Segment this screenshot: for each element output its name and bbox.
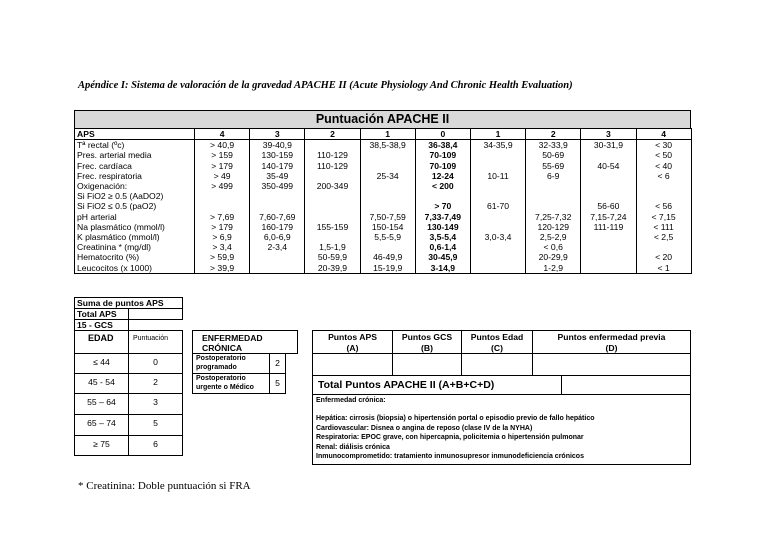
score-cell: 32-33,9 bbox=[526, 140, 581, 151]
puntos-header-line1: Puntos APS bbox=[328, 332, 377, 342]
score-cell: < 2,5 bbox=[636, 232, 691, 242]
score-cell: 155-159 bbox=[305, 222, 360, 232]
score-cell: 70-109 bbox=[415, 150, 470, 160]
score-cell bbox=[305, 140, 360, 151]
score-cell: 2,5-2,9 bbox=[526, 232, 581, 242]
score-cell: 5,5-5,9 bbox=[360, 232, 415, 242]
aps-row bbox=[75, 171, 692, 181]
score-cell: 130-149 bbox=[415, 222, 470, 232]
aps-row bbox=[75, 191, 692, 201]
score-cell bbox=[305, 201, 360, 211]
score-cell: 3 bbox=[250, 129, 305, 140]
score-cell: 7,60-7,69 bbox=[250, 212, 305, 222]
score-cell: 0 bbox=[415, 129, 470, 140]
edad-points: 3 bbox=[153, 397, 158, 407]
score-cell: 25-34 bbox=[360, 171, 415, 181]
score-cell: > 179 bbox=[195, 161, 250, 171]
row-label: Hematocrito (%) bbox=[75, 252, 195, 262]
row-label: K plasmático (mmol/l) bbox=[75, 232, 195, 242]
score-cell: > 40,9 bbox=[195, 140, 250, 151]
score-cell bbox=[360, 150, 415, 160]
edad-header: EDAD bbox=[88, 333, 114, 343]
score-cell: < 6 bbox=[636, 171, 691, 181]
score-cell bbox=[526, 201, 581, 211]
score-cell bbox=[360, 191, 415, 201]
score-cell: 200-349 bbox=[305, 181, 360, 191]
score-cell: 34-35,9 bbox=[470, 140, 525, 151]
row-label: Pres. arterial media bbox=[75, 150, 195, 160]
score-cell bbox=[415, 191, 470, 201]
score-cell: 0,6-1,4 bbox=[415, 242, 470, 252]
score-cell: < 200 bbox=[415, 181, 470, 191]
score-cell: 4 bbox=[636, 129, 691, 140]
score-cell: 30-45,9 bbox=[415, 252, 470, 262]
score-cell bbox=[581, 181, 636, 191]
puntuacion-header: Puntuación bbox=[133, 335, 169, 342]
enfermedad-option-line2: programado bbox=[196, 364, 237, 371]
score-cell: 7,15-7,24 bbox=[581, 212, 636, 222]
score-cell: 3 bbox=[581, 129, 636, 140]
score-cell: 50-59,9 bbox=[305, 252, 360, 262]
enfermedad-option-line1: Postoperatorio bbox=[196, 355, 246, 362]
score-cell: 140-179 bbox=[250, 161, 305, 171]
score-cell: < 30 bbox=[636, 140, 691, 151]
enfermedad-points: 2 bbox=[275, 358, 280, 368]
score-cell: 1,5-1,9 bbox=[305, 242, 360, 252]
score-cell: > 499 bbox=[195, 181, 250, 191]
score-cell bbox=[581, 263, 636, 274]
score-cell: 160-179 bbox=[250, 222, 305, 232]
score-cell bbox=[360, 242, 415, 252]
score-cell bbox=[636, 181, 691, 191]
score-cell bbox=[360, 181, 415, 191]
score-cell: 2 bbox=[526, 129, 581, 140]
score-cell: > 70 bbox=[415, 201, 470, 211]
score-cell bbox=[526, 191, 581, 201]
score-cell: < 1 bbox=[636, 263, 691, 274]
score-cell bbox=[470, 242, 525, 252]
enfermedad-option-line2: urgente o Médico bbox=[196, 384, 254, 391]
aps-row bbox=[75, 201, 692, 211]
score-cell bbox=[470, 212, 525, 222]
enfermedad-note: Respiratoria: EPOC grave, con hipercapnia, policitemia o hipertensión pulmonar bbox=[316, 434, 584, 441]
puntos-input[interactable] bbox=[392, 353, 462, 376]
score-cell: > 159 bbox=[195, 150, 250, 160]
score-cell: 6-9 bbox=[526, 171, 581, 181]
score-cell: > 179 bbox=[195, 222, 250, 232]
score-cell bbox=[636, 191, 691, 201]
edad-points: 2 bbox=[153, 377, 158, 387]
score-cell: 10-11 bbox=[470, 171, 525, 181]
score-cell: 7,33-7,49 bbox=[415, 212, 470, 222]
score-cell: 130-159 bbox=[250, 150, 305, 160]
score-cell: < 7,15 bbox=[636, 212, 691, 222]
score-cell: > 49 bbox=[195, 171, 250, 181]
score-cell bbox=[305, 171, 360, 181]
score-cell bbox=[581, 171, 636, 181]
row-label: pH arterial bbox=[75, 212, 195, 222]
edad-range: 55 – 64 bbox=[87, 397, 116, 407]
score-cell bbox=[470, 191, 525, 201]
puntos-input[interactable] bbox=[461, 353, 533, 376]
score-cell: 1 bbox=[470, 129, 525, 140]
aps-row bbox=[75, 161, 692, 171]
row-label: Frec. respiratoria bbox=[75, 171, 195, 181]
row-label: Leucocitos (x 1000) bbox=[75, 263, 195, 274]
puntos-input[interactable] bbox=[312, 353, 393, 376]
score-cell: 2 bbox=[305, 129, 360, 140]
enfermedad-title-1: ENFERMEDAD bbox=[202, 333, 263, 343]
score-cell: 4 bbox=[195, 129, 250, 140]
score-cell: < 111 bbox=[636, 222, 691, 232]
edad-range: ≤ 44 bbox=[93, 357, 110, 367]
puntos-header-line1: Puntos enfermedad previa bbox=[557, 332, 666, 342]
document-title: Apéndice I: Sistema de valoración de la gravedad APACHE II (Acute Physiology And Chronic Health Evaluation) bbox=[78, 80, 573, 91]
score-cell: 7,50-7,59 bbox=[360, 212, 415, 222]
score-cell: 120-129 bbox=[526, 222, 581, 232]
score-cell bbox=[305, 212, 360, 222]
score-cell: > 59,9 bbox=[195, 252, 250, 262]
aps-row bbox=[75, 150, 692, 160]
score-cell: 70-109 bbox=[415, 161, 470, 171]
puntos-input[interactable] bbox=[532, 353, 691, 376]
enfermedad-points: 5 bbox=[275, 378, 280, 388]
total-apache-label: Total Puntos APACHE II (A+B+C+D) bbox=[318, 379, 495, 391]
aps-table bbox=[74, 128, 692, 274]
score-cell bbox=[470, 222, 525, 232]
score-cell: 7,25-7,32 bbox=[526, 212, 581, 222]
score-cell: < 50 bbox=[636, 150, 691, 160]
aps-row bbox=[75, 212, 692, 222]
score-cell bbox=[581, 242, 636, 252]
score-cell bbox=[581, 252, 636, 262]
enfermedad-note: Inmunocomprometido: tratamiento inmunosupresor inmunodeficiencia crónicos bbox=[316, 453, 584, 460]
aps-row bbox=[75, 263, 692, 274]
edad-range: 65 – 74 bbox=[87, 418, 116, 428]
score-cell: 3,0-3,4 bbox=[470, 232, 525, 242]
row-label: Na plasmático (mmol/l) bbox=[75, 222, 195, 232]
aps-header-row bbox=[75, 129, 692, 140]
score-cell: > 39,9 bbox=[195, 263, 250, 274]
row-label: Oxigenación: bbox=[75, 181, 195, 191]
edad-points: 0 bbox=[153, 357, 158, 367]
puntos-header-line2: (C) bbox=[491, 343, 503, 353]
score-cell bbox=[470, 181, 525, 191]
score-cell: 350-499 bbox=[250, 181, 305, 191]
enfermedad-cronica-label: Enfermedad crónica: bbox=[316, 397, 386, 404]
score-cell bbox=[195, 201, 250, 211]
puntos-header-line1: Puntos GCS bbox=[401, 332, 453, 342]
footnote: * Creatinina: Doble puntuación si FRA bbox=[78, 480, 251, 492]
score-cell bbox=[360, 201, 415, 211]
score-cell: < 56 bbox=[636, 201, 691, 211]
row-label: Tª rectal (ºc) bbox=[75, 140, 195, 151]
aps-row bbox=[75, 140, 692, 151]
score-cell bbox=[581, 191, 636, 201]
aps-row bbox=[75, 242, 692, 252]
score-cell bbox=[195, 191, 250, 201]
score-cell: 50-69 bbox=[526, 150, 581, 160]
puntos-header-line1: Puntos Edad bbox=[470, 332, 524, 342]
aps-row bbox=[75, 252, 692, 262]
score-cell: 56-60 bbox=[581, 201, 636, 211]
score-cell: 150-154 bbox=[360, 222, 415, 232]
score-cell bbox=[250, 263, 305, 274]
aps-row bbox=[75, 181, 692, 191]
total-apache-input[interactable] bbox=[561, 375, 691, 395]
aps-row bbox=[75, 232, 692, 242]
score-cell bbox=[581, 232, 636, 242]
enfermedad-note: Renal: diálisis crónica bbox=[316, 443, 390, 451]
edad-points: 6 bbox=[153, 439, 158, 449]
score-cell: 2-3,4 bbox=[250, 242, 305, 252]
total-aps-label: Total APS bbox=[77, 309, 117, 319]
score-cell: 35-49 bbox=[250, 171, 305, 181]
score-cell: 20-39,9 bbox=[305, 263, 360, 274]
edad-points: 5 bbox=[153, 418, 158, 428]
score-cell bbox=[470, 150, 525, 160]
score-cell: 38,5-38,9 bbox=[360, 140, 415, 151]
row-label: Si FiO2 ≥ 0.5 (AaDO2) bbox=[75, 191, 195, 201]
row-label: Frec. cardíaca bbox=[75, 161, 195, 171]
score-cell: < 40 bbox=[636, 161, 691, 171]
enfermedad-option-line1: Postoperatorio bbox=[196, 375, 246, 382]
score-cell: 111-119 bbox=[581, 222, 636, 232]
suma-label: Suma de puntos APS bbox=[77, 298, 164, 308]
score-cell: 12-24 bbox=[415, 171, 470, 181]
score-cell: 40-54 bbox=[581, 161, 636, 171]
score-cell bbox=[305, 191, 360, 201]
edad-range: ≥ 75 bbox=[93, 439, 110, 449]
score-cell: 110-129 bbox=[305, 150, 360, 160]
score-cell: 1-2,9 bbox=[526, 263, 581, 274]
puntos-header-line2: (A) bbox=[346, 343, 359, 353]
score-cell: 6,0-6,9 bbox=[250, 232, 305, 242]
score-cell: 30-31,9 bbox=[581, 140, 636, 151]
total-aps-input[interactable] bbox=[128, 308, 183, 320]
score-cell: 46-49,9 bbox=[360, 252, 415, 262]
score-cell: 3-14,9 bbox=[415, 263, 470, 274]
puntos-header-line2: (D) bbox=[605, 343, 618, 353]
enfermedad-note: Cardiovascular: Disnea o angina de reposo (clase IV de la NYHA) bbox=[316, 424, 533, 432]
row-label: Si FiO2 ≤ 0.5 (paO2) bbox=[75, 201, 195, 211]
score-cell bbox=[250, 252, 305, 262]
score-cell bbox=[526, 181, 581, 191]
aps-row bbox=[75, 222, 692, 232]
score-cell: 1 bbox=[360, 129, 415, 140]
score-cell: < 0,6 bbox=[526, 242, 581, 252]
apache-header-bar: Puntuación APACHE II bbox=[74, 110, 691, 128]
row-label: APS bbox=[75, 129, 195, 140]
score-cell bbox=[360, 161, 415, 171]
score-cell: > 3,4 bbox=[195, 242, 250, 252]
score-cell: 61-70 bbox=[470, 201, 525, 211]
score-cell bbox=[305, 232, 360, 242]
score-cell: 36-38,4 bbox=[415, 140, 470, 151]
score-cell bbox=[470, 252, 525, 262]
score-cell: > 6,9 bbox=[195, 232, 250, 242]
score-cell: 55-69 bbox=[526, 161, 581, 171]
score-cell bbox=[636, 242, 691, 252]
apache-sheet bbox=[74, 110, 691, 274]
puntos-header-line2: (B) bbox=[421, 343, 433, 353]
score-cell: 15-19,9 bbox=[360, 263, 415, 274]
score-cell: 20-29,9 bbox=[526, 252, 581, 262]
score-cell: 110-129 bbox=[305, 161, 360, 171]
score-cell bbox=[250, 201, 305, 211]
score-cell: 3,5-5,4 bbox=[415, 232, 470, 242]
score-cell: < 20 bbox=[636, 252, 691, 262]
score-cell bbox=[470, 161, 525, 171]
score-cell: > 7,69 bbox=[195, 212, 250, 222]
enfermedad-title-2: CRÓNICA bbox=[202, 343, 243, 353]
enfermedad-note: Hepática: cirrosis (biopsia) o hipertensión portal o episodio previo de fallo hepático bbox=[316, 415, 595, 422]
score-cell bbox=[470, 263, 525, 274]
edad-range: 45 - 54 bbox=[88, 377, 115, 387]
score-cell bbox=[250, 191, 305, 201]
score-cell: 39-40,9 bbox=[250, 140, 305, 151]
score-cell bbox=[581, 150, 636, 160]
gcs-label: 15 - GCS bbox=[77, 320, 113, 330]
row-label: Creatinina * (mg/dl) bbox=[75, 242, 195, 252]
